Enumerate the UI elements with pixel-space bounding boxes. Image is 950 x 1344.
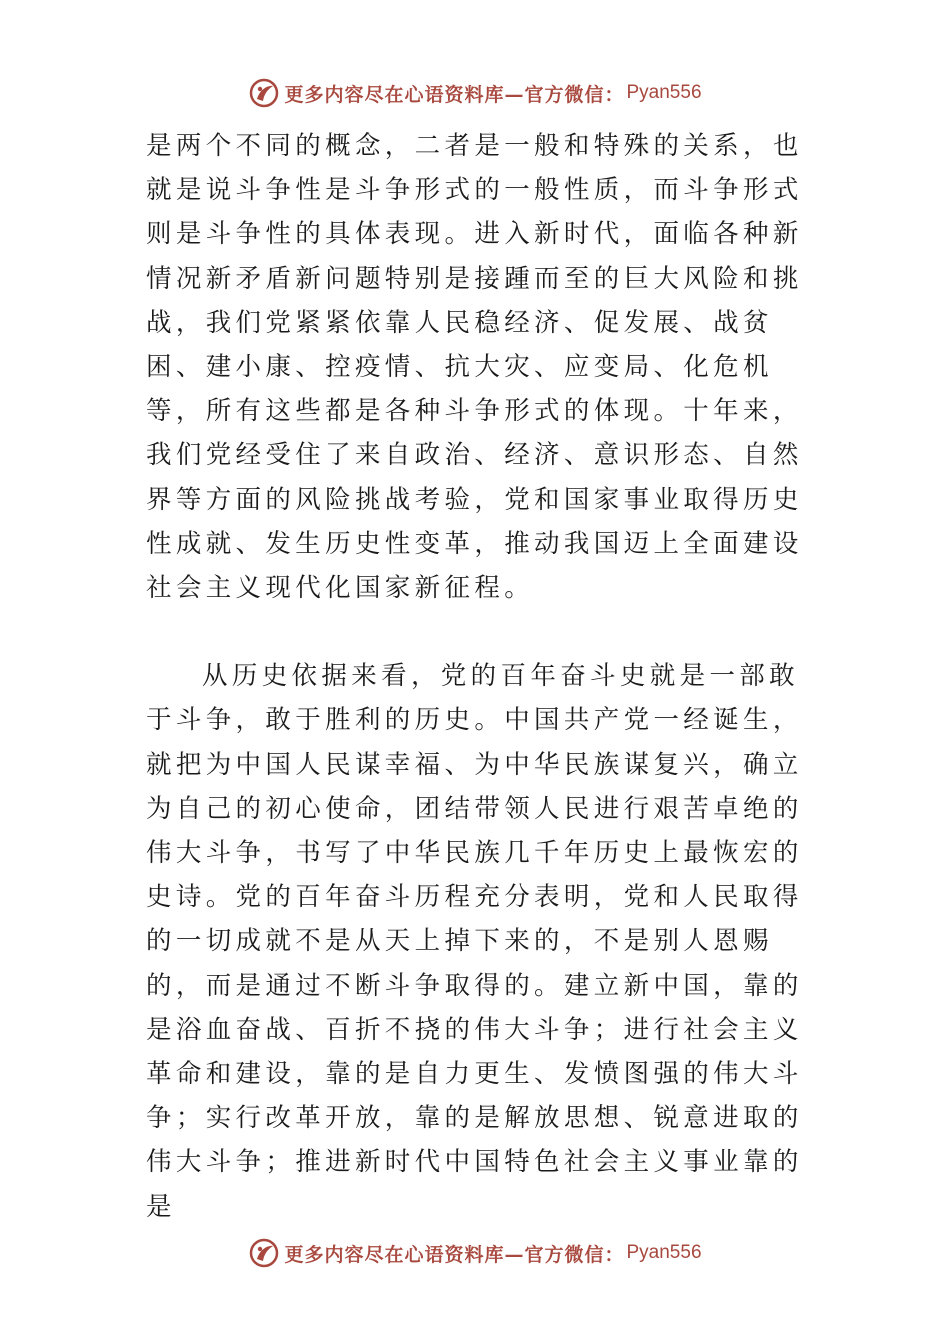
paragraph: 是两个不同的概念，二者是一般和特殊的关系，也就是说斗争性是斗争形式的一般性质，而斗争形式则是斗争性的具体表现。进入新时代，面临各种新情况新矛盾新问题特别是接踵而至的巨大风险和挑战，我们党紧紧依靠人民稳经济、促发展、战贫困、建小康、控疫情、抗大灾、应变局、化危机等，所有这些都是各种斗争形式的体现。十年来，我们党经受住了来自政治、经济、意识形态、自然界等方面的风险挑战考验，党和国家事业取得历史性成就、发生历史性变革，推动我国迈上全面建设社会主义现代化国家新征程。 (146, 131, 803, 604)
watermark-banner-bottom (0, 1233, 950, 1273)
watermark-wechat-id: Pyan556 (626, 1242, 702, 1263)
watermark-banner-top (0, 73, 950, 113)
document-body (146, 124, 810, 1229)
watermark-wechat-id: Pyan556 (626, 82, 702, 103)
paragraph: 从历史依据来看，党的百年奋斗史就是一部敢于斗争，敢于胜利的历史。中国共产党一经诞生，就把为中国人民谋幸福、为中华民族谋复兴，确立为自己的初心使命，团结带领人民进行艰苦卓绝的伟大斗争，书写了中华民族几千年历史上最恢宏的史诗。党的百年奋斗历程充分表明，党和人民取得的一切成就不是从天上掉下来的，不是别人恩赐的，而是通过不断斗争取得的。建立新中国，靠的是浴血奋战、百折不挠的伟大斗争；进行社会主义革命和建设，靠的是自力更生、发愤图强的伟大斗争；实行改革开放，靠的是解放思想、锐意进取的伟大斗争；推进新时代中国特色社会主义事业靠的是 (146, 661, 803, 1222)
red-swirl-logo-icon (248, 77, 280, 109)
watermark-text: 更多内容尽在心语资料库—官方微信： (284, 83, 625, 106)
watermark-text: 更多内容尽在心语资料库—官方微信： (284, 1243, 625, 1266)
red-swirl-logo-icon (248, 1237, 280, 1269)
